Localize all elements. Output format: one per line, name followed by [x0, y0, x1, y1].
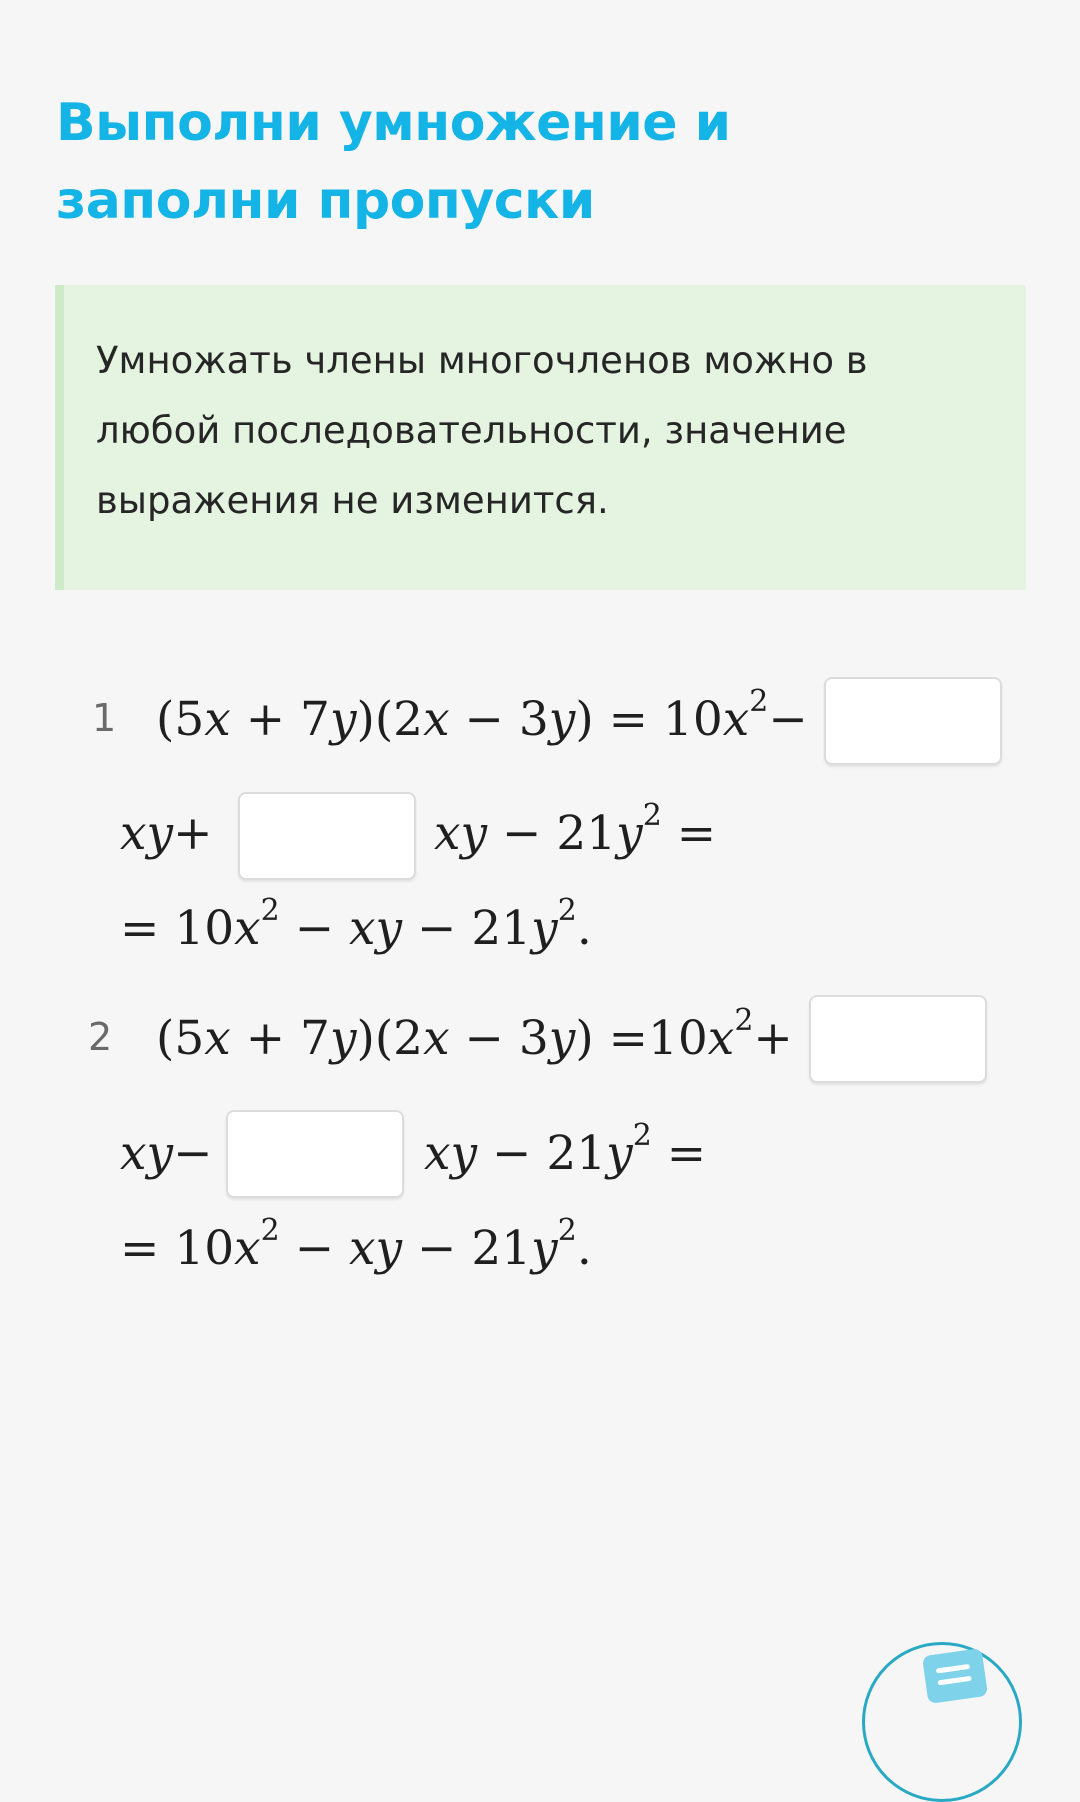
- problem-1-line-3: = $10x^2$ − xy − $21y^2$.: [120, 893, 592, 956]
- problem-1-blank-2-input[interactable]: [238, 792, 416, 880]
- hint-text: Умножать члены многочленов можно в любой последовательности, значение выражения не изменится.: [96, 339, 868, 522]
- problem-2-blank-1-input[interactable]: [809, 995, 987, 1083]
- problem-2-line-1: $(5x + 7y)(2x - 3y) =10x^2+$: [156, 1003, 793, 1066]
- notes-icon-line: [937, 1676, 971, 1686]
- problem-2-number: 2: [88, 1015, 113, 1059]
- problem-1-line-1: $(5x + 7y)(2x - 3y) = 10x^2-$: [156, 684, 808, 747]
- problem-2-line-2-lead: xy−: [120, 1126, 213, 1181]
- problem-2-line-3: = $10x^2$ − xy − $21y^2$.: [120, 1213, 592, 1276]
- problem-1-line-2-tail: xy − $21y^2$ =: [434, 798, 717, 861]
- problem-1-number: 1: [92, 696, 117, 740]
- task-title: Выполни умножение и заполни пропуски: [56, 93, 731, 231]
- problem-2-blank-2-input[interactable]: [226, 1110, 404, 1198]
- problem-1-line-2-lead: xy+: [120, 806, 213, 861]
- notes-icon-line: [936, 1664, 970, 1674]
- problem-2-line-2-tail: xy − $21y^2$ =: [424, 1118, 707, 1181]
- problem-1-blank-1-input[interactable]: [824, 677, 1002, 765]
- notes-icon[interactable]: [922, 1648, 988, 1704]
